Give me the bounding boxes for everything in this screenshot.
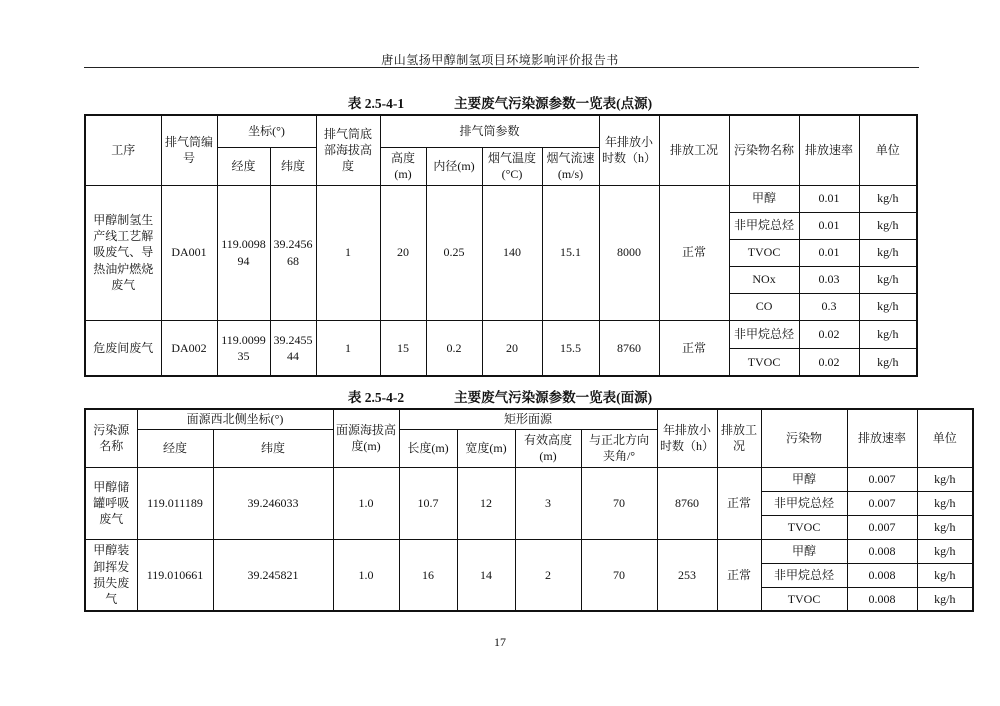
header-rule: [84, 67, 919, 68]
cell-annual-hours: 253: [657, 539, 717, 611]
table1-caption: [0, 92, 1000, 112]
cell-annual-hours: 8760: [599, 320, 659, 376]
cell-effective-height: 2: [515, 539, 581, 611]
cell-width: 14: [457, 539, 515, 611]
cell-base-altitude: 1: [316, 320, 380, 376]
cell-pollutant: 甲醇: [761, 467, 847, 491]
table-row: [85, 185, 917, 212]
th-annual-hours: 年排放小时数（h）: [599, 115, 659, 185]
cell-annual-hours: 8760: [657, 467, 717, 539]
cell-unit: kg/h: [859, 266, 917, 293]
cell-pollutant: 非甲烷总烃: [761, 563, 847, 587]
th-unit: 单位: [859, 115, 917, 185]
cell-base-altitude: 1: [316, 185, 380, 320]
cell-rate: 0.01: [799, 239, 859, 266]
cell-rate: 0.007: [847, 467, 917, 491]
cell-angle: 70: [581, 467, 657, 539]
cell-latitude: 39.245821: [213, 539, 333, 611]
cell-altitude: 1.0: [333, 467, 399, 539]
table-row: [85, 467, 973, 491]
cell-rate: 0.007: [847, 515, 917, 539]
cell-gas-temp: 20: [482, 320, 542, 376]
cell-inner-diameter: 0.25: [426, 185, 482, 320]
cell-unit: kg/h: [859, 293, 917, 320]
cell-pollutant: 非甲烷总烃: [729, 320, 799, 348]
cell-rate: 0.008: [847, 563, 917, 587]
cell-unit: kg/h: [917, 491, 973, 515]
cell-source-name: 甲醇装卸挥发损失废气: [85, 539, 137, 611]
cell-latitude: 39.245668: [270, 185, 316, 320]
cell-pollutant: NOx: [729, 266, 799, 293]
cell-pollutant: 甲醇: [729, 185, 799, 212]
th-width: 宽度(m): [457, 429, 515, 467]
th-nw-coord: 面源西北侧坐标(°): [137, 409, 333, 429]
th-angle: 与正北方向夹角/°: [581, 429, 657, 467]
th-rate: 排放速率: [847, 409, 917, 467]
cell-rate: 0.03: [799, 266, 859, 293]
th-inner-diameter: 内径(m): [426, 147, 482, 185]
cell-inner-diameter: 0.2: [426, 320, 482, 376]
cell-unit: kg/h: [917, 467, 973, 491]
cell-process: 危废间废气: [85, 320, 161, 376]
cell-altitude: 1.0: [333, 539, 399, 611]
cell-pollutant: 非甲烷总烃: [729, 212, 799, 239]
th-condition: 排放工况: [659, 115, 729, 185]
cell-unit: kg/h: [859, 212, 917, 239]
th-altitude: 面源海拔高度(m): [333, 409, 399, 467]
cell-pollutant: TVOC: [761, 587, 847, 611]
cell-rate: 0.3: [799, 293, 859, 320]
cell-stack-id: DA002: [161, 320, 217, 376]
cell-pollutant: TVOC: [729, 348, 799, 376]
cell-condition: 正常: [659, 185, 729, 320]
cell-gas-speed: 15.5: [542, 320, 599, 376]
cell-gas-temp: 140: [482, 185, 542, 320]
cell-unit: kg/h: [917, 515, 973, 539]
th-stack-id: 排气筒编号: [161, 115, 217, 185]
cell-rate: 0.008: [847, 539, 917, 563]
cell-height: 15: [380, 320, 426, 376]
th-base-altitude: 排气筒底部海拔高度: [316, 115, 380, 185]
area-source-table: [84, 408, 974, 612]
cell-angle: 70: [581, 539, 657, 611]
th-latitude: 纬度: [270, 147, 316, 185]
cell-pollutant: TVOC: [761, 515, 847, 539]
th-coord: 坐标(°): [217, 115, 316, 147]
cell-rate: 0.01: [799, 185, 859, 212]
cell-pollutant: TVOC: [729, 239, 799, 266]
cell-pollutant: 非甲烷总烃: [761, 491, 847, 515]
table1-caption-title: 主要废气污染源参数一览表(点源): [454, 96, 653, 111]
cell-rate: 0.01: [799, 212, 859, 239]
th-latitude: 纬度: [213, 429, 333, 467]
th-stack-params: 排气筒参数: [380, 115, 599, 147]
th-pollutant: 污染物: [761, 409, 847, 467]
cell-unit: kg/h: [859, 239, 917, 266]
th-rect-source: 矩形面源: [399, 409, 657, 429]
cell-unit: kg/h: [859, 348, 917, 376]
cell-longitude: 119.011189: [137, 467, 213, 539]
cell-latitude: 39.245544: [270, 320, 316, 376]
cell-effective-height: 3: [515, 467, 581, 539]
cell-unit: kg/h: [917, 539, 973, 563]
th-effective-height: 有效高度(m): [515, 429, 581, 467]
cell-longitude: 119.009935: [217, 320, 270, 376]
th-process: 工序: [85, 115, 161, 185]
cell-gas-speed: 15.1: [542, 185, 599, 320]
th-gas-temp: 烟气温度(°C): [482, 147, 542, 185]
th-longitude: 经度: [137, 429, 213, 467]
cell-source-name: 甲醇储罐呼吸废气: [85, 467, 137, 539]
th-source-name: 污染源名称: [85, 409, 137, 467]
th-condition: 排放工况: [717, 409, 761, 467]
th-length: 长度(m): [399, 429, 457, 467]
table-row: [85, 320, 917, 348]
cell-length: 10.7: [399, 467, 457, 539]
th-longitude: 经度: [217, 147, 270, 185]
cell-rate: 0.02: [799, 320, 859, 348]
cell-rate: 0.008: [847, 587, 917, 611]
cell-rate: 0.02: [799, 348, 859, 376]
table2-caption: [0, 386, 1000, 406]
cell-longitude: 119.010661: [137, 539, 213, 611]
cell-length: 16: [399, 539, 457, 611]
th-gas-speed: 烟气流速(m/s): [542, 147, 599, 185]
th-pollutant: 污染物名称: [729, 115, 799, 185]
cell-latitude: 39.246033: [213, 467, 333, 539]
th-height: 高度(m): [380, 147, 426, 185]
page-number: 17: [494, 635, 506, 649]
cell-condition: 正常: [717, 539, 761, 611]
table1-caption-number: 表 2.5-4-1: [347, 96, 405, 111]
cell-longitude: 119.009894: [217, 185, 270, 320]
cell-annual-hours: 8000: [599, 185, 659, 320]
cell-height: 20: [380, 185, 426, 320]
cell-condition: 正常: [717, 467, 761, 539]
cell-unit: kg/h: [859, 320, 917, 348]
th-rate: 排放速率: [799, 115, 859, 185]
cell-condition: 正常: [659, 320, 729, 376]
cell-stack-id: DA001: [161, 185, 217, 320]
th-unit: 单位: [917, 409, 973, 467]
document-header: 唐山氢扬甲醇制氢项目环境影响评价报告书: [381, 53, 619, 67]
table2-caption-number: 表 2.5-4-2: [347, 390, 405, 405]
cell-pollutant: 甲醇: [761, 539, 847, 563]
cell-unit: kg/h: [917, 587, 973, 611]
cell-width: 12: [457, 467, 515, 539]
cell-pollutant: CO: [729, 293, 799, 320]
table2-caption-title: 主要废气污染源参数一览表(面源): [454, 390, 653, 405]
cell-rate: 0.007: [847, 491, 917, 515]
th-annual-hours: 年排放小时数（h）: [657, 409, 717, 467]
point-source-table: [84, 114, 918, 377]
table-row: [85, 539, 973, 563]
cell-unit: kg/h: [859, 185, 917, 212]
cell-unit: kg/h: [917, 563, 973, 587]
cell-process: 甲醇制氢生产线工艺解吸废气、导热油炉燃烧废气: [85, 185, 161, 320]
